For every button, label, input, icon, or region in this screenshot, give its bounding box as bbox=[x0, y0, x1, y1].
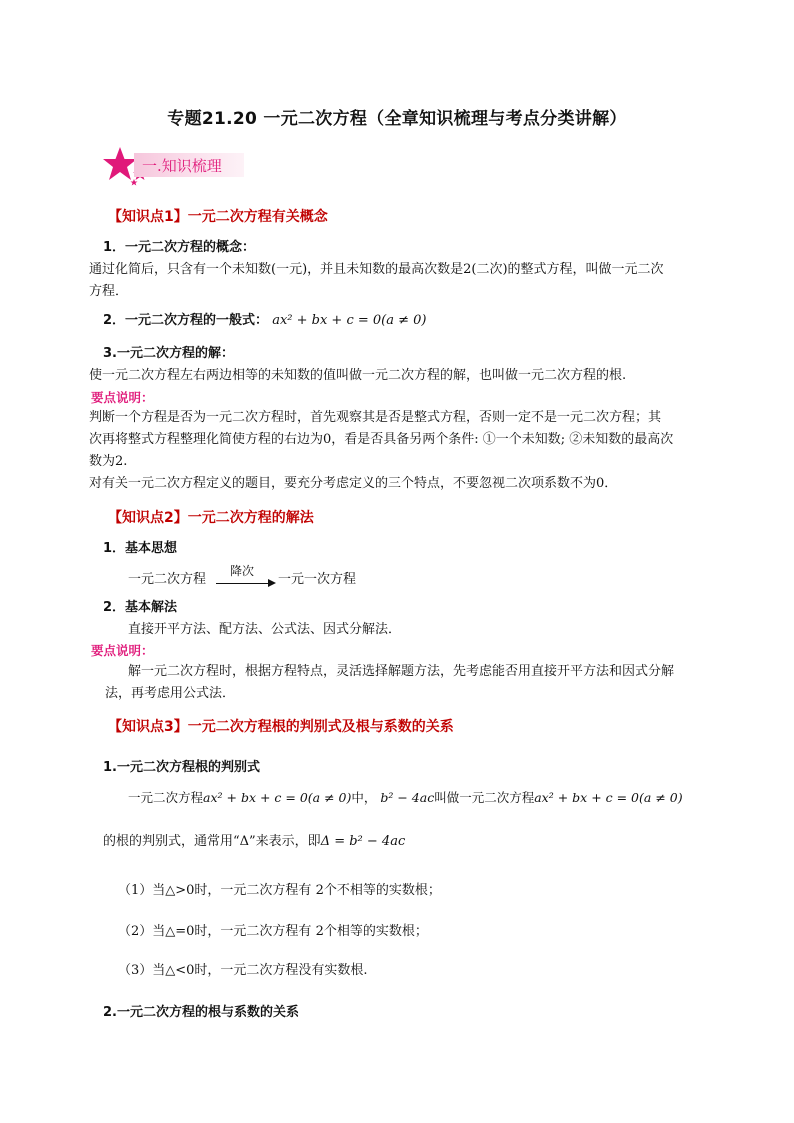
arrow-right-icon bbox=[268, 579, 276, 587]
kp3-item1-pre: 一元二次方程 bbox=[128, 790, 204, 805]
kp1-item1-title: 1．一元二次方程的概念： bbox=[103, 240, 256, 255]
kp1-note-label: 要点说明： bbox=[91, 390, 154, 405]
kp1-note-line1: 判断一个方程是否为一元二次方程时，首先观察其是否是整式方程，否则一定不是一元二次方程；其 bbox=[89, 410, 662, 425]
kp3-item1-mid2: 叫做一元二次方程 bbox=[434, 790, 535, 805]
kp3-item1-eq1: ax² + bx + c = 0(a ≠ 0) bbox=[203, 790, 352, 805]
flow-from: 一元二次方程 bbox=[128, 572, 207, 587]
kp1-item2-title: 2．一元二次方程的一般式： bbox=[103, 313, 269, 328]
kp3-item1-eq2: ax² + bx + c = 0(a ≠ 0) bbox=[534, 790, 683, 805]
kp3-item1-line2-pre: 的根的判别式，通常用“Δ”来表示，即 bbox=[103, 834, 321, 849]
kp3-case3: （3）当△<0时，一元二次方程没有实数根. bbox=[118, 963, 368, 978]
kp1-note-line2: 次再将整式方程整理化简使方程的右边为0，看是否具备另两个条件: ①一个未知数; ②未知数的最高次 bbox=[89, 432, 674, 447]
kp3-item1-mid: 中， bbox=[351, 790, 377, 805]
kp3-case1: （1）当△>0时，一元二次方程有 2个不相等的实数根； bbox=[118, 883, 441, 898]
kp3-heading: 【知识点3】一元二次方程根的判别式及根与系数的关系 bbox=[108, 719, 454, 735]
reduce-degree-flow bbox=[128, 565, 368, 595]
kp2-note-line2: 法，再考虑用公式法． bbox=[105, 686, 236, 701]
section-badge-label: 一.知识梳理 bbox=[142, 157, 222, 175]
kp3-item1-line2 bbox=[103, 832, 405, 852]
kp2-item1-title: 1．基本思想 bbox=[103, 541, 178, 556]
kp1-item2 bbox=[103, 311, 426, 331]
kp1-item1-line2: 方程． bbox=[89, 284, 129, 299]
kp3-case2: （2）当△=0时，一元二次方程有 2个相等的实数根； bbox=[118, 924, 428, 939]
kp3-item1-title: 1.一元二次方程根的判别式 bbox=[103, 760, 260, 775]
kp3-item1-disc: b² − 4ac bbox=[380, 790, 435, 805]
kp1-item3-text: 使一元二次方程左右两边相等的未知数的值叫做一元二次方程的解，也叫做一元二次方程的根. bbox=[89, 368, 627, 383]
kp2-note-label: 要点说明： bbox=[91, 643, 154, 658]
flow-label: 降次 bbox=[230, 564, 255, 578]
page-title: 专题21.20 一元二次方程（全章知识梳理与考点分类讲解） bbox=[167, 109, 627, 129]
kp2-item2-title: 2．基本解法 bbox=[103, 600, 178, 615]
kp2-item2-text: 直接开平方法、配方法、公式法、因式分解法． bbox=[128, 622, 402, 637]
kp3-item1-line1 bbox=[128, 788, 683, 808]
kp1-item1-line1: 通过化简后，只含有一个未知数(一元)，并且未知数的最高次数是2(二次)的整式方程，叫做一元二次 bbox=[89, 262, 664, 277]
flow-to: 一元一次方程 bbox=[278, 572, 357, 587]
kp2-heading: 【知识点2】一元二次方程的解法 bbox=[108, 510, 314, 526]
kp1-item2-formula: ax² + bx + c = 0(a ≠ 0) bbox=[272, 313, 427, 328]
kp3-item1-line2-eq: Δ = b² − 4ac bbox=[320, 834, 406, 849]
kp1-item3-title: 3.一元二次方程的解： bbox=[103, 346, 234, 361]
kp3-item2-title: 2.一元二次方程的根与系数的关系 bbox=[103, 1005, 299, 1020]
section-badge-knowledge bbox=[96, 145, 256, 189]
kp1-note-line3: 数为2. bbox=[89, 454, 128, 469]
kp1-note-line4: 对有关一元二次方程定义的题目，要充分考虑定义的三个特点，不要忽视二次项系数不为0． bbox=[89, 476, 618, 491]
kp1-heading: 【知识点1】一元二次方程有关概念 bbox=[108, 209, 328, 225]
kp2-note-line1: 解一元二次方程时，根据方程特点，灵活选择解题方法，先考虑能否用直接开平方法和因式分解 bbox=[128, 664, 675, 679]
flow-arrow-line bbox=[216, 583, 272, 584]
